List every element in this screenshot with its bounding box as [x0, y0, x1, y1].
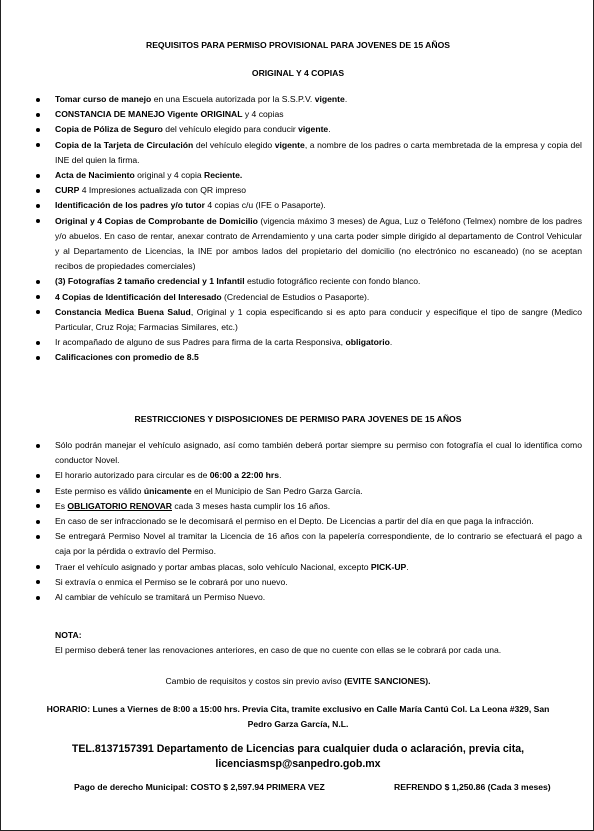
requirement-item [55, 168, 582, 183]
restriction-item [55, 484, 582, 499]
restriction-item-text: En caso de ser infraccionado se le decomisará el permiso en el Depto. De Licencias a partir del día en que paga la infracción. [55, 516, 534, 527]
restriction-item [55, 529, 582, 559]
restriction-item-text: . [279, 470, 282, 481]
phone-line: TEL.8137157391 Departamento de Licencias para cualquier duda o aclaración, previa cita, [71, 743, 525, 755]
requirement-item-text: . [389, 337, 393, 348]
requirement-item-text: (vigencia máximo 3 meses) de Agua, Luz o Teléfono (Telmex) nombre de los padres y/o abuelos. En caso de rentar, anexar contrato de Arrendamiento y una carta poder simple dirigido al departamento de Control Vehicular y al Departamento de Licencias, la INE por ambos lados del propietario del domicilio (no electrónico no escaneado) (no se aceptan recibos de propiedades comerciales) [55, 215, 582, 272]
change-notice [1, 674, 594, 689]
restriction-item-text: PICK-UP [370, 561, 407, 572]
requirement-item-text: Tomar curso de manejo [55, 94, 152, 104]
restriction-item [55, 514, 582, 529]
note-text: El permiso deberá tener las renovaciones anteriores, en caso de que no cuente con ellas se le cobrará por cada una. [55, 645, 502, 656]
restriction-item-text: 06:00 a 22:00 hrs [209, 470, 280, 481]
requirement-item-text: 4 copias c/u (IFE o Pasaporte). [204, 200, 326, 211]
restriction-item-text: . [406, 561, 409, 572]
restrictions-list [55, 438, 582, 605]
requirement-item-text: , Original y 1 copia especificando si es apto para conducir y especifique el tipo de sangre (Medico Particular, Cruz Roja; Farmacias Similares, etc.) [55, 306, 582, 333]
requirement-item-text: Acta de Nacimiento [55, 170, 135, 181]
requirement-item-text: vigente [274, 139, 305, 150]
email-line: licenciasmsp@sanpedro.gob.mx [215, 758, 381, 770]
requirement-item-text: Reciente. [204, 170, 243, 181]
requirement-item-text: obligatorio [345, 337, 390, 348]
requirement-item-text: 4 Copias de Identificación del Interesado [55, 291, 222, 302]
restriction-item-text: Sólo podrán manejar el vehículo asignado, así como también deberá portar siempre su permiso con fotografía el cual lo identifica como conductor Novel. [55, 440, 582, 466]
requirement-item [55, 198, 582, 213]
requirement-item-text: Copia de Póliza de Seguro [55, 124, 163, 135]
requirement-item-text: vigente [314, 94, 345, 104]
schedule-line-2: Pedro Garza García, N.L. [247, 719, 349, 730]
requirements-title: REQUISITOS PARA PERMISO PROVISIONAL PARA JOVENES DE 15 AÑOS [145, 40, 451, 50]
requirement-item-text: original y 4 copia [134, 170, 205, 181]
requirement-item [55, 92, 582, 107]
restriction-item-text: El horario autorizado para circular es de [55, 470, 210, 481]
contact-info [1, 742, 594, 772]
restriction-item [55, 560, 582, 575]
requirement-item-text: Original y 4 Copias de Comprobante de Domicilio [55, 215, 258, 226]
restriction-item-text: únicamente [143, 485, 192, 496]
restriction-item [55, 575, 582, 590]
requirement-item [55, 214, 582, 275]
note-label: NOTA: [55, 630, 82, 640]
requirement-item [55, 122, 582, 137]
change-notice-text: Cambio de requisitos y costos sin previo aviso [165, 676, 345, 686]
restriction-item-text: en el Municipio de San Pedro Garza García. [191, 485, 363, 496]
requirement-item-text: Identificación de los padres y/o tutor [55, 200, 205, 211]
requirement-item [55, 335, 582, 350]
requirement-item-text: CONSTANCIA DE MANEJO Vigente ORIGINAL [55, 109, 243, 120]
requirement-item-text: Calificaciones con promedio de 8.5 [55, 352, 199, 363]
requirements-list [55, 92, 582, 366]
restriction-item-text: OBLIGATORIO RENOVAR [67, 500, 172, 511]
requirement-item-text: (Credencial de Estudios o Pasaporte). [221, 291, 370, 302]
restriction-item-text: Si extravía o enmica el Permiso se le cobrará por uno nuevo. [55, 576, 288, 587]
requirement-item-text: . [344, 94, 348, 104]
requirement-item-text: 4 Impresiones actualizada con QR impreso [79, 185, 247, 196]
change-notice-warning: (EVITE SANCIONES). [344, 676, 431, 686]
restriction-item-text: Traer el vehículo asignado y portar ambas placas, solo vehículo Nacional, excepto [55, 561, 371, 572]
requirement-item-text: en una Escuela autorizada por la S.S.P.V. [151, 94, 315, 104]
restriction-item [55, 590, 582, 605]
requirement-item [55, 350, 582, 365]
schedule-info [1, 702, 594, 732]
requirement-item-text: vigente [298, 124, 329, 135]
requirement-item [55, 107, 582, 122]
requirement-item [55, 138, 582, 168]
requirement-item-text: . [328, 124, 331, 135]
requirement-item [55, 183, 582, 198]
requirement-item-text: , a nombre de los padres o carta membretada de la empresa y copia del INE del quien la firma. [55, 139, 582, 165]
restriction-item-text: Es [55, 500, 68, 511]
requirement-item-text: estudio fotográfico reciente con fondo blanco. [244, 276, 421, 287]
requirement-item-text: del vehículo elegido [193, 139, 275, 150]
requirement-item-text: Constancia Medica Buena Salud [55, 306, 191, 317]
requirement-item [55, 290, 582, 305]
requirement-item-text: CURP [55, 185, 80, 196]
restriction-item-text: cada 3 meses hasta cumplir los 16 años. [171, 500, 331, 511]
requirement-item-text: Copia de la Tarjeta de Circulación [55, 139, 194, 150]
restrictions-title: RESTRICCIONES Y DISPOSICIONES DE PERMISO PARA JOVENES DE 15 AÑOS [134, 414, 462, 424]
schedule-line-1: HORARIO: Lunes a Viernes de 8:00 a 15:00 hrs. Previa Cita, tramite exclusivo en Calle María Cantú Col. La Leona #329, San [46, 704, 550, 714]
requirement-item-text: Ir acompañado de alguno de sus Padres para firma de la carta Responsiva, [55, 337, 346, 348]
restriction-item [55, 438, 582, 468]
requirement-item [55, 305, 582, 335]
requirement-item-text: del vehículo elegido para conducir [162, 124, 299, 135]
restriction-item [55, 499, 582, 514]
copies-subtitle: ORIGINAL Y 4 COPIAS [251, 68, 345, 78]
fee-first-time: Pago de derecho Municipal: COSTO $ 2,597.94 PRIMERA VEZ [74, 782, 325, 792]
restriction-item-text: Se entregará Permiso Novel al tramitar la Licencia de 16 años con la papelería correspondiente, de lo contrario se efectuará el pago a caja por la pérdida o extravío del Permiso. [55, 531, 582, 557]
requirement-item [55, 274, 582, 289]
note-block [55, 628, 582, 658]
restriction-item-text: Al cambiar de vehículo se tramitará un Permiso Nuevo. [55, 592, 266, 603]
restriction-item-text: Este permiso es válido [55, 485, 144, 496]
requirement-item-text: y 4 copias [242, 109, 284, 120]
requirement-item-text: (3) Fotografías 2 tamaño credencial y 1 Infantil [55, 276, 245, 287]
fee-renewal: REFRENDO $ 1,250.86 (Cada 3 meses) [394, 782, 551, 792]
restriction-item [55, 468, 582, 483]
